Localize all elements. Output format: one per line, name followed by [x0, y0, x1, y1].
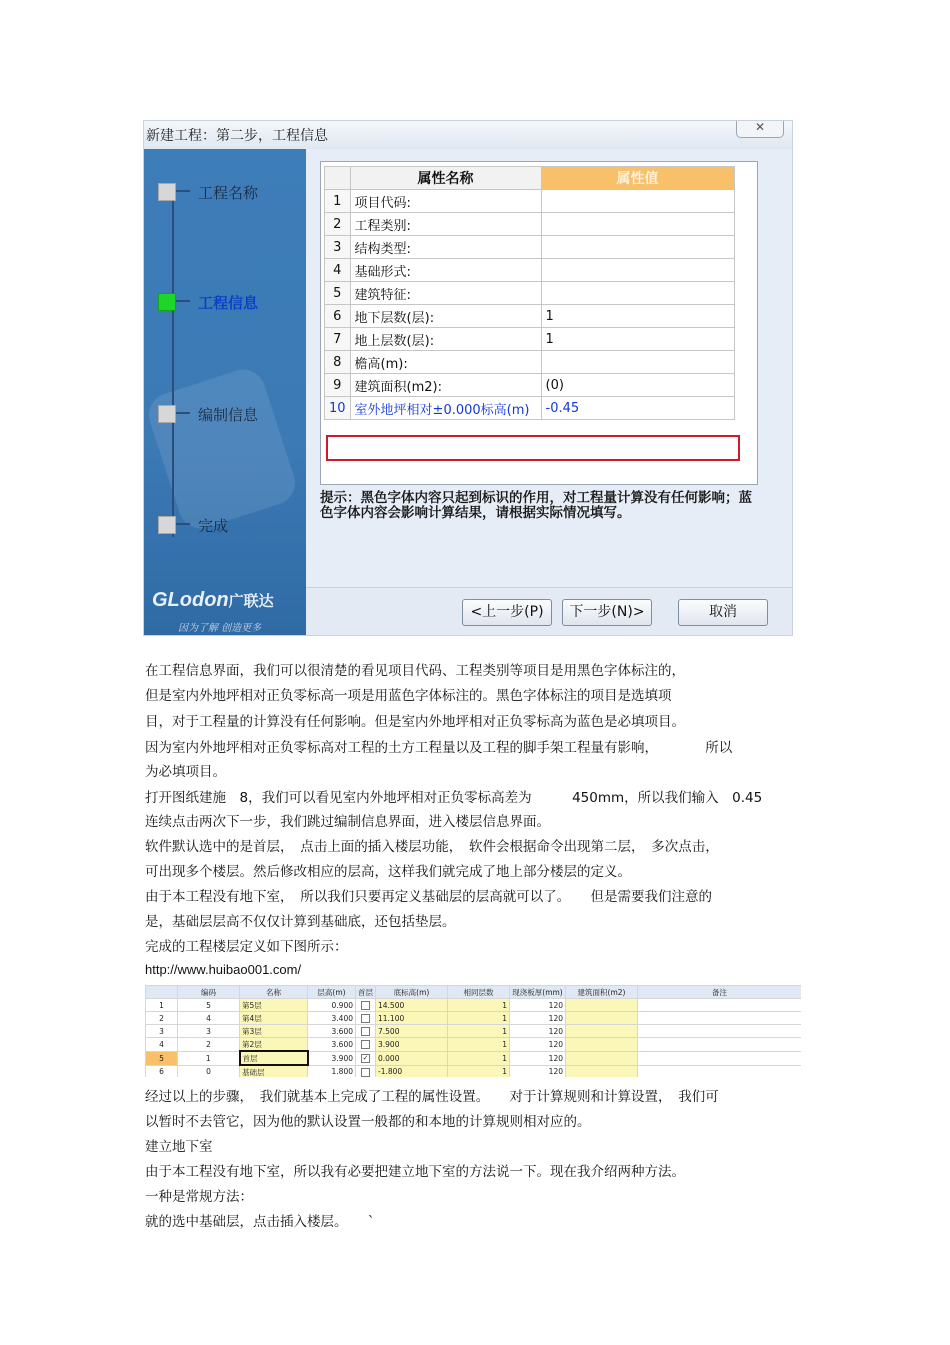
property-value[interactable]: [541, 259, 734, 282]
property-grid: [320, 161, 758, 485]
step-label: 完成: [198, 517, 229, 535]
property-value[interactable]: -0.45: [541, 397, 734, 420]
step-indicator-icon: [158, 405, 176, 423]
header-cell: 名称: [240, 986, 308, 999]
logo-cn: 广联达: [228, 593, 274, 610]
prev-step-button[interactable]: <上一步(P): [462, 599, 552, 626]
cell-first[interactable]: [356, 1025, 376, 1038]
paragraph-line: 打开图纸建施 8，我们可以看见室内外地坪相对正负零标高差为 450mm，所以我们输入 0.45: [145, 790, 763, 806]
paragraph-line: 目，对于工程量的计算没有任何影响。但是室内外地坪相对正负零标高为蓝色是必填项目。: [145, 714, 685, 730]
table-row[interactable]: [146, 1038, 802, 1052]
wizard-step-sidebar: [144, 149, 306, 636]
dialog-titlebar: [144, 121, 792, 149]
row-number: 9: [325, 374, 351, 397]
property-name: 地上层数(层):: [350, 328, 541, 351]
cell-rn: 2: [146, 1012, 178, 1025]
row-number: 5: [325, 282, 351, 305]
logo-slogan: 因为了解 创造更多: [178, 623, 262, 634]
paragraph-line: 在工程信息界面，我们可以很清楚的看见项目代码、工程类别等项目是用黑色字体标注的，: [145, 663, 685, 679]
table-row[interactable]: [325, 328, 735, 351]
button-bar: [306, 587, 793, 636]
property-value[interactable]: 1: [541, 305, 734, 328]
paragraph-line: 软件默认选中的是首层， 点击上面的插入楼层功能， 软件会根据命令出现第二层， 多次点击，: [145, 839, 719, 855]
table-row[interactable]: [325, 190, 735, 213]
cell-first[interactable]: [356, 1065, 376, 1077]
cell-code[interactable]: 1: [178, 1051, 240, 1065]
property-name: 建筑面积(m2):: [350, 374, 541, 397]
cell-area[interactable]: [566, 999, 638, 1012]
row-number: 3: [325, 236, 351, 259]
checked-checkbox-icon[interactable]: ✓: [362, 1053, 369, 1062]
logo-watermark-icon: [143, 364, 300, 534]
cell-height[interactable]: 0.900: [308, 999, 356, 1012]
paragraph-line: 一种是常规方法：: [145, 1189, 253, 1205]
paragraph-line: 为必填项目。: [145, 764, 226, 780]
cell-bottom[interactable]: 14.500: [376, 999, 448, 1012]
cell-height[interactable]: 3.600: [308, 1038, 356, 1052]
cell-slab[interactable]: 120: [510, 1025, 566, 1038]
table-row[interactable]: [325, 236, 735, 259]
property-value[interactable]: [541, 351, 734, 374]
step-indicator-icon: [158, 516, 176, 534]
cell-same[interactable]: 1: [448, 1065, 510, 1077]
cell-same[interactable]: 1: [448, 1038, 510, 1052]
cell-rn: 5: [146, 1051, 178, 1065]
table-row[interactable]: [325, 374, 735, 397]
step-indicator-icon: [158, 183, 176, 201]
cell-area[interactable]: [566, 1065, 638, 1077]
cell-slab[interactable]: 120: [510, 1038, 566, 1052]
cell-same[interactable]: 1: [448, 1025, 510, 1038]
floor-table-header: [146, 986, 802, 999]
step-label: 工程信息: [198, 294, 259, 312]
cell-bottom[interactable]: 7.500: [376, 1025, 448, 1038]
property-name: 基础形式:: [350, 259, 541, 282]
cell-code[interactable]: 2: [178, 1038, 240, 1052]
new-project-wizard-dialog: [143, 120, 793, 636]
paragraph-line: 以暂时不去管它，因为他的默认设置一般都的和本地的计算规则相对应的。: [145, 1114, 591, 1130]
header-cell: 编码: [178, 986, 240, 999]
paragraph-line: 由于本工程没有地下室，所以我有必要把建立地下室的方法说一下。现在我介绍两种方法。: [145, 1164, 685, 1180]
table-row[interactable]: [146, 999, 802, 1012]
row-number: 7: [325, 328, 351, 351]
table-row[interactable]: [325, 213, 735, 236]
cell-area[interactable]: [566, 1012, 638, 1025]
logo-brand: GLodon: [152, 589, 229, 611]
header-cell: 备注: [638, 986, 802, 999]
cell-slab[interactable]: 120: [510, 999, 566, 1012]
close-icon: ✕: [754, 120, 766, 134]
close-button[interactable]: [736, 120, 784, 138]
cell-note[interactable]: [638, 1012, 802, 1025]
property-value[interactable]: [541, 213, 734, 236]
table-row[interactable]: [325, 259, 735, 282]
required-row-highlight: [326, 435, 740, 461]
cell-code[interactable]: 3: [178, 1025, 240, 1038]
header-cell: 首层: [356, 986, 376, 999]
cell-note[interactable]: [638, 1038, 802, 1052]
row-number: 8: [325, 351, 351, 374]
step-indicator-active-icon: [158, 293, 176, 311]
cell-name[interactable]: 第5层: [240, 999, 308, 1012]
cell-area[interactable]: [566, 1025, 638, 1038]
cell-code[interactable]: 5: [178, 999, 240, 1012]
paragraph-line: 是，基础层层高不仅仅计算到基础底，还包括垫层。: [145, 914, 456, 930]
property-value[interactable]: [541, 236, 734, 259]
property-name: 檐高(m):: [350, 351, 541, 374]
header-property-name: 属性名称: [350, 167, 541, 190]
cancel-button[interactable]: 取消: [678, 599, 768, 626]
section-heading: 建立地下室: [145, 1139, 213, 1155]
cell-same[interactable]: 1: [448, 1012, 510, 1025]
checkbox-icon[interactable]: [361, 1027, 370, 1036]
table-row[interactable]: [325, 305, 735, 328]
source-link[interactable]: http://www.huibao001.com/: [145, 962, 302, 977]
cell-height[interactable]: 3.900: [308, 1051, 356, 1065]
property-name: 室外地坪相对±0.000标高(m): [350, 397, 541, 420]
cell-height[interactable]: 3.400: [308, 1012, 356, 1025]
cell-height[interactable]: 3.600: [308, 1025, 356, 1038]
header-cell: 建筑面积(m2): [566, 986, 638, 999]
property-value[interactable]: (0): [541, 374, 734, 397]
header-cell: 层高(m): [308, 986, 356, 999]
checkbox-icon[interactable]: [361, 1001, 370, 1010]
paragraph-line: 就的选中基础层，点击插入楼层。 `: [145, 1214, 375, 1230]
table-row-required[interactable]: [325, 397, 735, 420]
cell-name[interactable]: 首层: [240, 1051, 308, 1065]
step-label: 编制信息: [198, 406, 259, 424]
cell-bottom[interactable]: 11.100: [376, 1012, 448, 1025]
cell-first[interactable]: [356, 999, 376, 1012]
property-table: [324, 166, 735, 420]
property-name: 项目代码:: [350, 190, 541, 213]
step-label: 工程名称: [198, 184, 259, 202]
cell-bottom[interactable]: 3.900: [376, 1038, 448, 1052]
row-number: 4: [325, 259, 351, 282]
property-name: 地下层数(层):: [350, 305, 541, 328]
cell-note[interactable]: [638, 1065, 802, 1077]
cell-note[interactable]: [638, 999, 802, 1012]
cell-bottom[interactable]: 0.000: [376, 1051, 448, 1065]
cell-rn: 6: [146, 1065, 178, 1077]
property-name: 结构类型:: [350, 236, 541, 259]
header-cell: 相同层数: [448, 986, 510, 999]
cell-area[interactable]: [566, 1051, 638, 1065]
cell-slab[interactable]: 120: [510, 1012, 566, 1025]
checkbox-icon[interactable]: [361, 1014, 370, 1023]
property-name: 建筑特征:: [350, 282, 541, 305]
paragraph-line: 完成的工程楼层定义如下图所示：: [145, 939, 348, 955]
row-number: 1: [325, 190, 351, 213]
header-cell: [146, 986, 178, 999]
header-property-value: 属性值: [541, 167, 734, 190]
next-step-button[interactable]: 下一步(N)>: [562, 599, 652, 626]
table-row[interactable]: [146, 1025, 802, 1038]
cell-slab[interactable]: 120: [510, 1051, 566, 1065]
table-row[interactable]: [146, 1051, 802, 1065]
dialog-title: 新建工程：第二步，工程信息: [146, 128, 328, 144]
cell-note[interactable]: [638, 1025, 802, 1038]
cell-rn: 4: [146, 1038, 178, 1052]
step-connector-line: [172, 191, 174, 537]
hint-text: 提示：黑色字体内容只起到标识的作用，对工程量计算没有任何影响；蓝色字体内容会影响计算结果，请根据实际情况填写。: [320, 490, 752, 521]
cell-first[interactable]: [356, 1051, 376, 1065]
cell-slab[interactable]: 120: [510, 1065, 566, 1077]
cell-code[interactable]: 0: [178, 1065, 240, 1077]
cell-first[interactable]: [356, 1038, 376, 1052]
cell-same[interactable]: 1: [448, 999, 510, 1012]
glodon-logo: [152, 589, 274, 612]
table-row[interactable]: [325, 282, 735, 305]
cell-name[interactable]: 基础层: [240, 1065, 308, 1077]
table-row[interactable]: [325, 351, 735, 374]
cell-height[interactable]: 1.800: [308, 1065, 356, 1077]
cell-name[interactable]: 第3层: [240, 1025, 308, 1038]
cell-name[interactable]: 第4层: [240, 1012, 308, 1025]
property-table-header: [325, 167, 735, 190]
header-cell: 底标高(m): [376, 986, 448, 999]
cell-area[interactable]: [566, 1038, 638, 1052]
cell-first[interactable]: [356, 1012, 376, 1025]
property-value[interactable]: [541, 190, 734, 213]
cell-same[interactable]: 1: [448, 1051, 510, 1065]
paragraph-line: 由于本工程没有地下室， 所以我们只要再定义基础层的层高就可以了。 但是需要我们注意的: [145, 889, 712, 905]
row-number: 10: [325, 397, 351, 420]
cell-code[interactable]: 4: [178, 1012, 240, 1025]
paragraph-line: 但是室内外地坪相对正负零标高一项是用蓝色字体标注的。黑色字体标注的项目是选填项: [145, 688, 672, 704]
header-cell: 现浇板厚(mm): [510, 986, 566, 999]
checkbox-icon[interactable]: [361, 1040, 370, 1049]
cell-bottom[interactable]: -1.800: [376, 1065, 448, 1077]
property-value[interactable]: [541, 282, 734, 305]
cell-rn: 1: [146, 999, 178, 1012]
property-name: 工程类别:: [350, 213, 541, 236]
paragraph-line: 因为室内外地坪相对正负零标高对工程的土方工程量以及工程的脚手架工程量有影响， 所以: [145, 740, 733, 756]
table-row[interactable]: [146, 1012, 802, 1025]
paragraph-line: 连续点击两次下一步，我们跳过编制信息界面，进入楼层信息界面。: [145, 814, 550, 830]
cell-name[interactable]: 第2层: [240, 1038, 308, 1052]
cell-rn: 3: [146, 1025, 178, 1038]
checkbox-icon[interactable]: [361, 1068, 370, 1077]
row-number: 2: [325, 213, 351, 236]
row-number: 6: [325, 305, 351, 328]
paragraph-line: 可出现多个楼层。然后修改相应的层高，这样我们就完成了地上部分楼层的定义。: [145, 864, 631, 880]
cell-note[interactable]: [638, 1051, 802, 1065]
property-value[interactable]: 1: [541, 328, 734, 351]
floor-definition-table: [145, 985, 801, 1077]
header-corner: [325, 167, 351, 190]
table-row[interactable]: [146, 1065, 802, 1077]
paragraph-line: 经过以上的步骤， 我们就基本上完成了工程的属性设置。 对于计算规则和计算设置， 我们可: [145, 1089, 719, 1105]
